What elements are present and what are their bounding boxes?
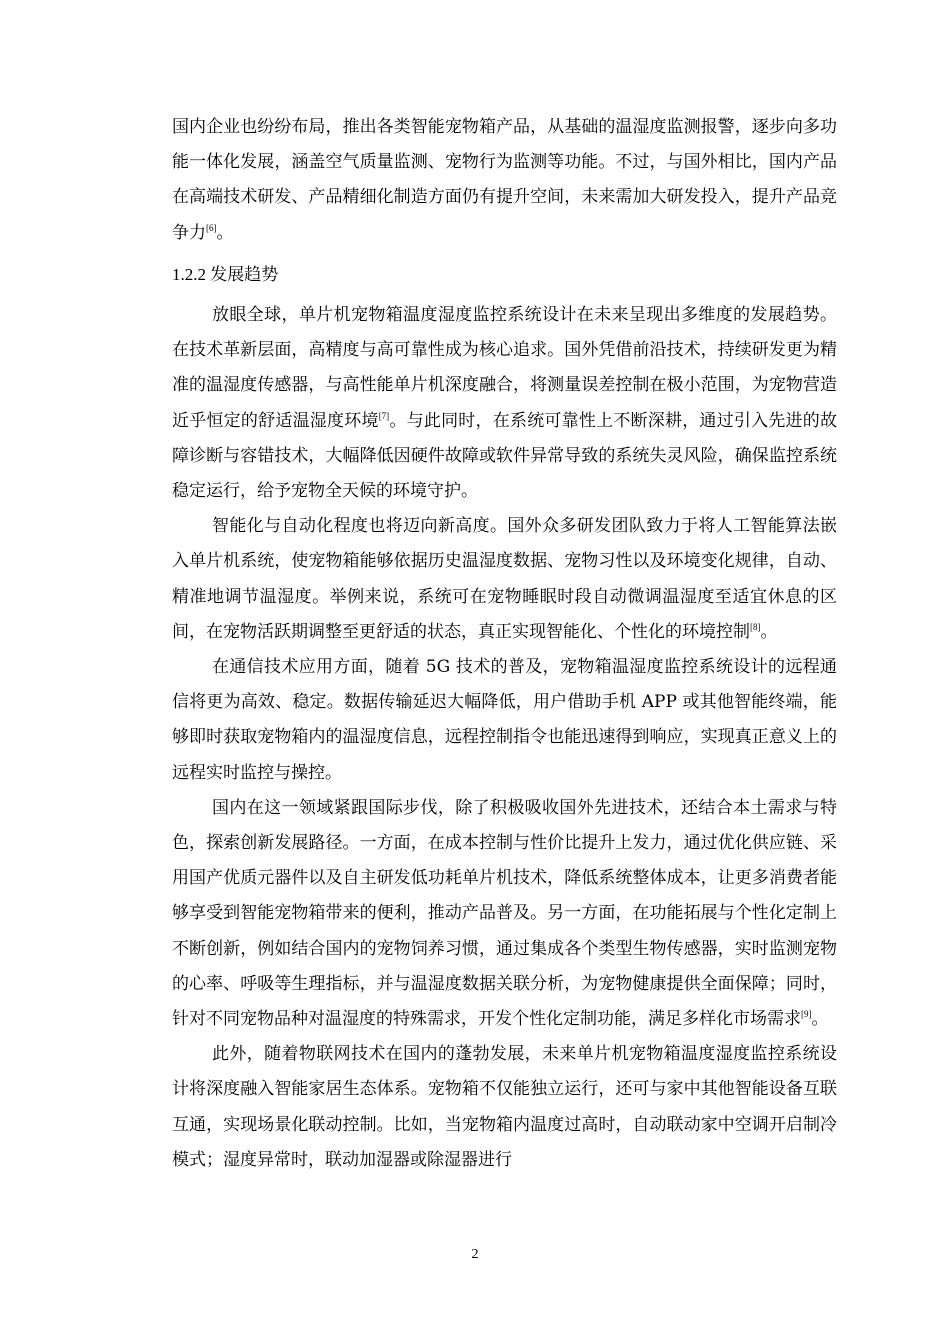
page-number: 2: [471, 1247, 479, 1262]
paragraph-text: 在通信技术应用方面，随着 5G 技术的普及，宠物箱温湿度监控系统设计的远程通信将更为高效、稳定。数据传输延迟大幅降低，用户借助手机 APP 或其他智能终端，能够即时获取宠物箱内的温湿度信息，远程控制指令也能迅速得到响应，实现真正意义上的远程实时监控与操控。: [172, 657, 837, 783]
section-title: 发展趋势: [210, 264, 279, 284]
paragraph-text: 智能化与自动化程度也将迈向新高度。国外众多研发团队致力于将人工智能算法嵌入单片机系统，使宠物箱能够依据历史温湿度数据、宠物习性以及环境变化规律，自动、精准地调节温湿度。举例来说，系统可在宠物睡眠时段自动微调温湿度至适宜休息的区间，在宠物活跃期调整至更舒适的状态，真正实现智能化、个性化的环境控制: [172, 516, 837, 642]
paragraph-tail: 。: [216, 222, 234, 243]
paragraph-intro-continued: [172, 110, 837, 251]
paragraph-tail: 。与此同时，在系统可靠性上不断深耕，通过引入先进的故障诊断与容错技术，大幅降低因硬件故障或软件异常导致的系统失灵风险，确保监控系统稳定运行，给予宠物全天候的环境守护。: [172, 410, 838, 502]
paragraph-intelligence: [172, 509, 837, 650]
paragraph-text: 国内在这一领域紧跟国际步伐，除了积极吸收国外先进技术，还结合本土需求与特色，探索创新发展路径。一方面，在成本控制与性价比提升上发力，通过优化供应链、采用国产优质元器件以及自主研发低功耗单片机技术，降低系统整体成本，让更多消费者能够享受到智能宠物箱带来的便利，推动产品普及。另一方面，在功能拓展与个性化定制上不断创新，例如结合国内的宠物饲养习惯，通过集成各个类型生物传感器，实时监测宠物的心率、呼吸等生理指标，并与温湿度数据关联分析，为宠物健康提供全面保障；同时，针对不同宠物品种对温湿度的特殊需求，开发个性化定制功能，满足多样化市场需求: [172, 797, 837, 1030]
paragraph-communication: [172, 650, 837, 791]
paragraph-text: 放眼全球，单片机宠物箱温度湿度监控系统设计在未来呈现出多维度的发展趋势。在技术革新层面，高精度与高可靠性成为核心追求。国外凭借前沿技术，持续研发更为精准的温湿度传感器，与高性能单片机深度融合，将测量误差控制在极小范围，为宠物营造近乎恒定的舒适温湿度环境: [172, 305, 837, 431]
paragraph-tail: 。: [811, 1009, 829, 1030]
paragraph-domestic: [172, 791, 837, 1037]
paragraph-tail: 。: [760, 621, 778, 642]
section-number: 1.2.2: [172, 264, 206, 284]
citation-ref: [8]: [750, 621, 761, 632]
paragraph-text: 此外，随着物联网技术在国内的蓬勃发展，未来单片机宠物箱温度湿度监控系统设计将深度融入智能家居生态体系。宠物箱不仅能独立运行，还可与家中其他智能设备互联互通，实现场景化联动控制。比如，当宠物箱内温度过高时，自动联动家中空调开启制冷模式；湿度异常时，联动加湿器或除湿器进行: [172, 1044, 837, 1170]
paragraph-text: 国内企业也纷纷布局，推出各类智能宠物箱产品，从基础的温湿度监测报警，逐步向多功能一体化发展，涵盖空气质量监测、宠物行为监测等功能。不过，与国外相比，国内产品在高端技术研发、产品精细化制造方面仍有提升空间，未来需加大研发投入，提升产品竞争力: [172, 117, 837, 243]
citation-ref: [9]: [801, 1009, 812, 1020]
citation-ref: [6]: [206, 222, 217, 233]
section-heading: [172, 257, 837, 292]
page-body: [172, 110, 837, 1178]
paragraph-global-trends: [172, 298, 837, 509]
paragraph-iot: [172, 1037, 837, 1178]
citation-ref: [7]: [378, 410, 390, 421]
